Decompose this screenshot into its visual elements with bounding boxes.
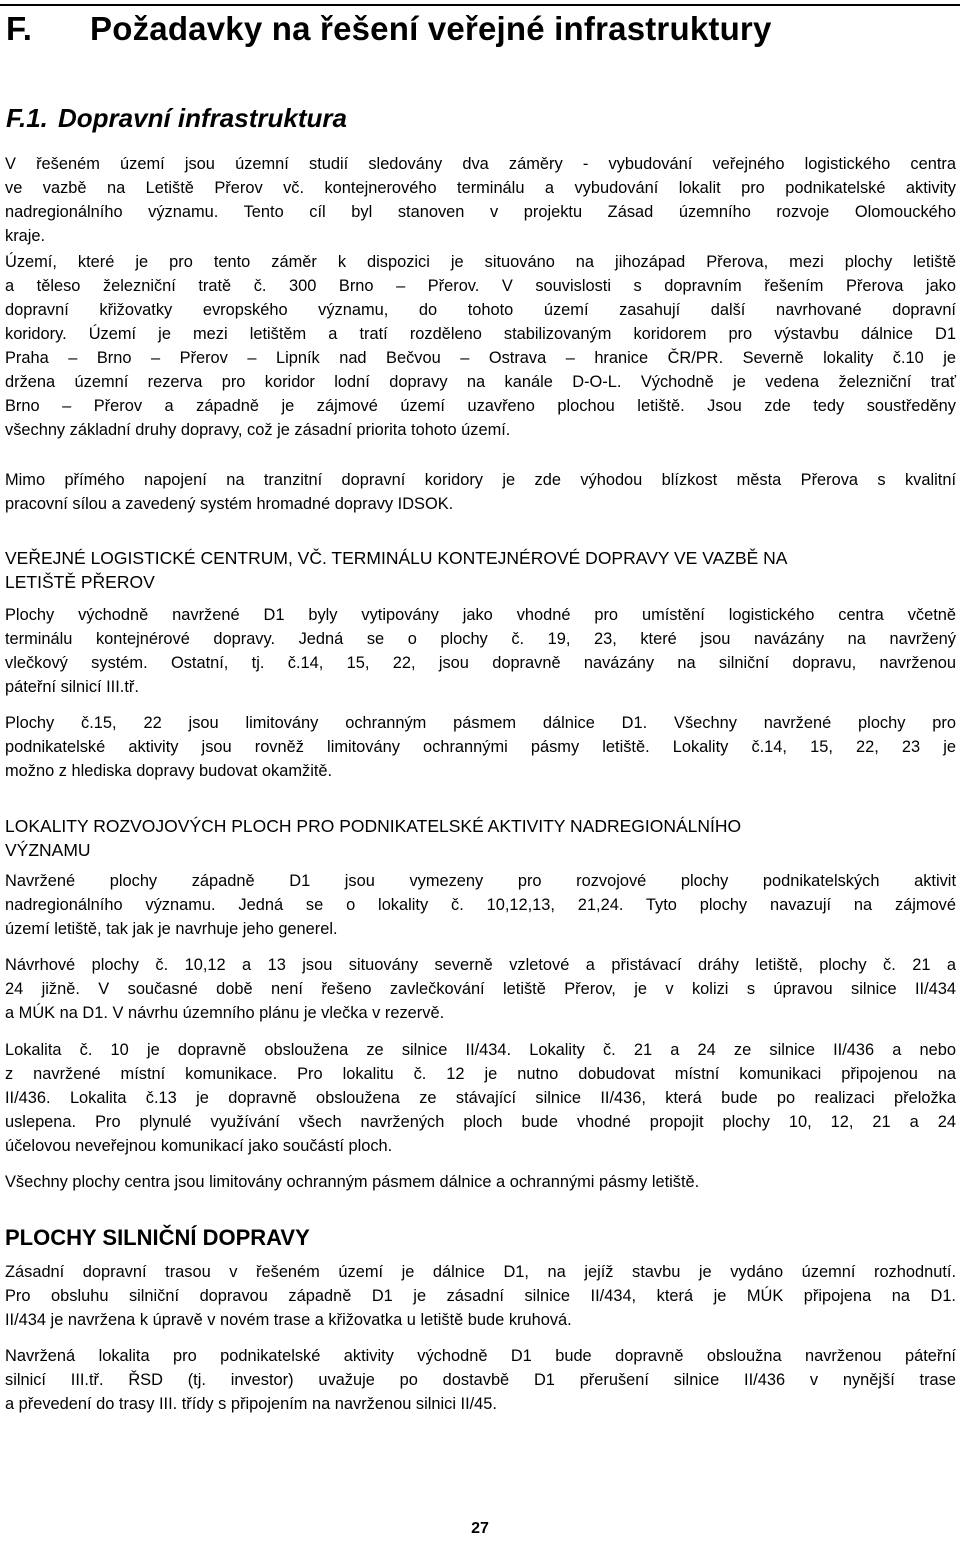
section-title-text: Dopravní infrastruktura bbox=[58, 103, 347, 133]
chapter-number: F. bbox=[6, 10, 33, 47]
paragraph-line: Plochy východně navržené D1 byly vytipovány jako vhodné pro umístění logistického centra včetně bbox=[5, 606, 956, 624]
paragraph bbox=[5, 603, 956, 699]
paragraph-line: Lokalita č. 10 je dopravně obsloužena ze silnice II/434. Lokality č. 21 a 24 ze silnice II/436 a nebo bbox=[5, 1041, 956, 1059]
title-line: VEŘEJNÉ LOGISTICKÉ CENTRUM, VČ. TERMINÁLU KONTEJNÉROVÉ DOPRAVY VE VAZBĚ NA bbox=[5, 548, 788, 568]
paragraph bbox=[5, 869, 956, 941]
chapter-heading bbox=[6, 10, 772, 48]
section-heading bbox=[6, 103, 347, 134]
paragraph-line: páteřní silnicí III.tř. bbox=[5, 678, 139, 696]
paragraph-line: silnicí III.tř. ŘSD (tj. investor) uvažuje po dostavbě D1 přerušení silnice II/436 v nynější trase bbox=[5, 1371, 956, 1389]
paragraph-line: vlečkový systém. Ostatní, tj. č.14, 15, 22, jsou dopravně navázány na silniční dopravu, navrženou bbox=[5, 654, 956, 672]
paragraph-line: a převedení do trasy III. třídy s připojením na navrženou silnici II/45. bbox=[5, 1395, 497, 1413]
paragraph-line: II/436. Lokalita č.13 je dopravně obsloužena ze stávající silnice II/436, která bude po realizaci přeložka bbox=[5, 1089, 956, 1107]
paragraph-line: terminálu kontejnérové dopravy. Jedná se o plochy č. 19, 23, které jsou navázány na navržený bbox=[5, 630, 956, 648]
paragraph-line: Pro obsluhu silniční dopravou západně D1 je zásadní silnice II/434, která je MÚK připojena na D1. bbox=[5, 1287, 956, 1305]
logistics-center-title bbox=[5, 546, 956, 594]
paragraph-line: držena územní rezerva pro koridor lodní dopravy na kanále D-O-L. Východně je vedena železniční trať bbox=[5, 373, 956, 391]
development-areas-title bbox=[5, 814, 956, 862]
paragraph bbox=[5, 1344, 956, 1416]
top-rule bbox=[0, 4, 960, 6]
chapter-title: Požadavky na řešení veřejné infrastruktury bbox=[90, 10, 772, 47]
paragraph-line: podnikatelské aktivity jsou rovněž limitovány ochrannými pásmy letiště. Lokality č.14, 15, 22, 23 je bbox=[5, 738, 956, 756]
paragraph bbox=[5, 468, 956, 516]
paragraph-line: ve vazbě na Letiště Přerov vč. kontejnerového terminálu a vybudování lokalit pro podnikatelské aktivity bbox=[5, 179, 956, 197]
title-line: LETIŠTĚ PŘEROV bbox=[5, 572, 155, 592]
paragraph bbox=[5, 152, 956, 248]
road-transport-heading: PLOCHY SILNIČNÍ DOPRAVY bbox=[5, 1225, 310, 1250]
paragraph-line: Praha – Brno – Přerov – Lipník nad Bečvou – Ostrava – hranice ČR/PR. Severně lokality č.10 je bbox=[5, 349, 956, 367]
paragraph-line: 24 jižně. V současné době není řešeno zavlečkování letiště Přerov, je v kolizi s úpravou silnice II/434 bbox=[5, 980, 956, 998]
paragraph bbox=[5, 1038, 956, 1158]
paragraph-line: Navržené plochy západně D1 jsou vymezeny pro rozvojové plochy podnikatelských aktivit bbox=[5, 872, 956, 890]
paragraph-line: Navržená lokalita pro podnikatelské aktivity východně D1 bude dopravně obsloužna navrženou páteřní bbox=[5, 1347, 956, 1365]
paragraph-line: Území, které je pro tento záměr k dispozici je situováno na jihozápad Přerova, mezi plochy letiště bbox=[5, 253, 956, 271]
paragraph bbox=[5, 1170, 956, 1194]
paragraph-line: Všechny plochy centra jsou limitovány ochranným pásmem dálnice a ochrannými pásmy letiště. bbox=[5, 1173, 700, 1191]
paragraph-line: nadregionálního významu. Tento cíl byl stanoven v projektu Zásad územního rozvoje Olomouckého bbox=[5, 203, 956, 221]
paragraph-line: z navržené místní komunikace. Pro lokalitu č. 12 je nutno dobudovat místní komunikaci připojenou na bbox=[5, 1065, 956, 1083]
paragraph-line: Mimo přímého napojení na tranzitní dopravní koridory je zde výhodou blízkost města Přerova s kvalitní bbox=[5, 471, 956, 489]
paragraph-line: a MÚK na D1. V návrhu územního plánu je vlečka v rezervě. bbox=[5, 1004, 445, 1022]
paragraph-line: území letiště, tak jak je navrhuje jeho generel. bbox=[5, 920, 338, 938]
paragraph-line: účelovou neveřejnou komunikací jako součástí ploch. bbox=[5, 1137, 393, 1155]
paragraph-line: nadregionálního významu. Jedná se o lokality č. 10,12,13, 21,24. Tyto plochy navazují na zájmové bbox=[5, 896, 956, 914]
paragraph-line: Návrhové plochy č. 10,12 a 13 jsou situovány severně vzletové a přistávací dráhy letiště, plochy č. 21 a bbox=[5, 956, 956, 974]
paragraph-line: V řešeném území jsou územní studií sledovány dva záměry - vybudování veřejného logistického centra bbox=[5, 155, 956, 173]
paragraph-line: dopravní křižovatky evropského významu, do tohoto území zasahují další navrhované dopravní bbox=[5, 301, 956, 319]
page-number: 27 bbox=[471, 1520, 489, 1537]
paragraph bbox=[5, 953, 956, 1025]
paragraph-line: II/434 je navržena k úpravě v novém trase a křižovatka u letiště bude kruhová. bbox=[5, 1311, 572, 1329]
paragraph bbox=[5, 711, 956, 783]
paragraph-line: možno z hlediska dopravy budovat okamžitě. bbox=[5, 762, 333, 780]
paragraph-line: Brno – Přerov a západně je zájmové území uzavřeno plochou letiště. Jsou zde tedy soustředěny bbox=[5, 397, 956, 415]
paragraph-line: koridory. Území je mezi letištěm a tratí rozděleno stabilizovaným koridorem pro výstavbu dálnice D1 bbox=[5, 325, 956, 343]
title-line: VÝZNAMU bbox=[5, 840, 91, 860]
paragraph-line: Zásadní dopravní trasou v řešeném území je dálnice D1, na jejíž stavbu je vydáno územní rozhodnutí. bbox=[5, 1263, 956, 1281]
paragraph bbox=[5, 250, 956, 442]
paragraph-line: Plochy č.15, 22 jsou limitovány ochranným pásmem dálnice D1. Všechny navržené plochy pro bbox=[5, 714, 956, 732]
paragraph-line: kraje. bbox=[5, 227, 46, 245]
paragraph bbox=[5, 1260, 956, 1332]
paragraph-line: pracovní sílou a zavedený systém hromadné dopravy IDSOK. bbox=[5, 495, 454, 513]
paragraph-line: uslepena. Pro plynulé využívání všech navržených ploch bude vhodné propojit plochy 10, 12, 21 a 24 bbox=[5, 1113, 956, 1131]
paragraph-line: všechny základní druhy dopravy, což je zásadní priorita tohoto území. bbox=[5, 421, 511, 439]
paragraph-line: a těleso železniční tratě č. 300 Brno – Přerov. V souvislosti s dopravním řešením Přerova jako bbox=[5, 277, 956, 295]
title-line: LOKALITY ROZVOJOVÝCH PLOCH PRO PODNIKATELSKÉ AKTIVITY NADREGIONÁLNÍHO bbox=[5, 816, 742, 836]
section-number: F.1. bbox=[6, 103, 48, 133]
